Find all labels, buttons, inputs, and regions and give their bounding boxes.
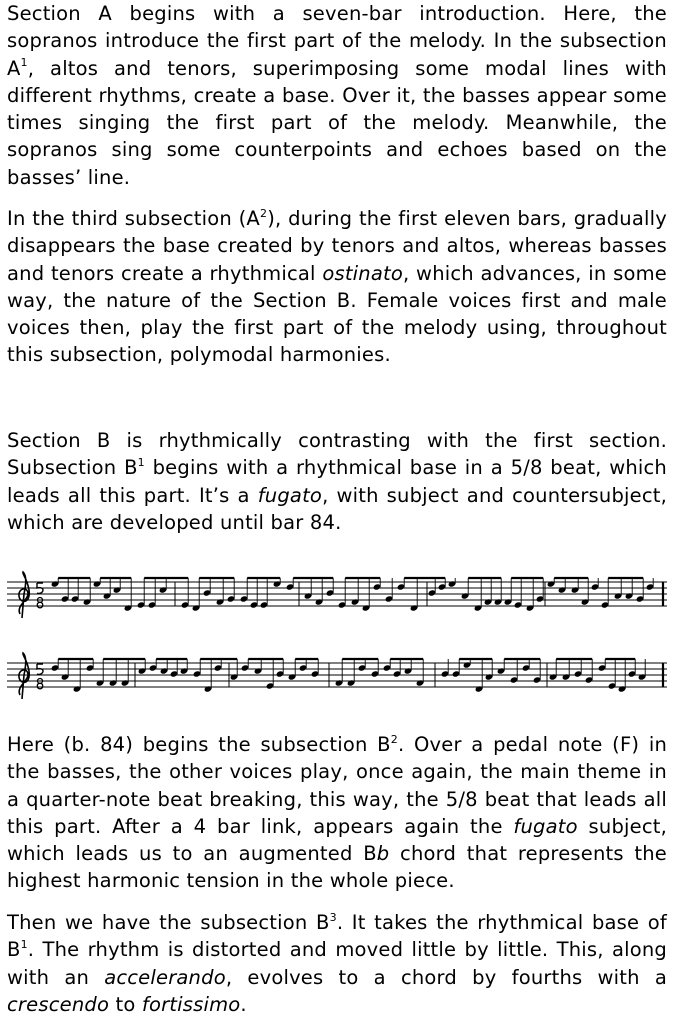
paragraph-third-subsection	[7, 205, 667, 369]
italic-term: crescendo	[7, 992, 110, 1016]
italic-term: fugato	[257, 483, 323, 507]
text-run: chord that represents the highest harmonic tension in the whole piece.	[7, 842, 668, 893]
text-run: Section B is rhythmically contrasting with the first section. Subsection B	[7, 429, 667, 480]
text-run: .	[240, 992, 247, 1016]
treble-clef-icon	[19, 653, 29, 699]
superscript: 3	[329, 910, 337, 924]
paragraph-subsection-b3	[7, 909, 667, 1018]
text-run: , altos and tenors, superimposing some modal lines with different rhythms, create a base. Over it, the basses appear some times singing the first part of the melody. Meanwhile, the sopranos sing some counterpoints and echoes based on the basses’ line.	[7, 56, 667, 189]
text-run: . It takes the rhythmical base of B	[7, 911, 667, 962]
text-run: In the third subsection (A	[7, 207, 260, 230]
paragraph-subsection-b2	[7, 731, 667, 895]
music-staff-countersubject	[7, 651, 667, 711]
time-signature-top	[37, 583, 43, 593]
italic-term: accelerando	[104, 965, 226, 989]
text-run: . Over a pedal note (F) in the basses, the other voices play, once again, the main theme in a quarter-note beat breaking, this way, the 5/8 beat that leads all this part. After a 4 bar link, appears again the	[7, 733, 667, 838]
superscript: 2	[259, 206, 268, 220]
superscript: 1	[137, 455, 145, 469]
text-run: . The rhythm is distorted and moved little by little. This, along with an	[7, 938, 667, 989]
text-run: to	[109, 992, 142, 1016]
text-run: Then we have the subsection B	[7, 911, 330, 934]
superscript: 1	[20, 937, 28, 951]
text-run: begins with a rhythmical base in a 5/8 beat, which leads all this part. It’s a	[7, 456, 667, 507]
treble-clef-icon	[19, 572, 29, 618]
superscript: 1	[20, 56, 28, 70]
paragraph-section-a	[7, 0, 667, 191]
paragraph-section-b	[7, 427, 667, 536]
time-signature-top	[37, 664, 43, 674]
text-run: Section A begins with a seven-bar introduction. Here, the sopranos introduce the first part of the melody. In the subsection A	[7, 2, 667, 80]
italic-term: fortissimo	[141, 992, 241, 1016]
italic-term: b	[376, 842, 390, 866]
text-run: ), during the first eleven bars, gradually disappears the base created by tenors and altos, whereas basses and tenors create a rhythmical	[7, 207, 667, 285]
text-run: , which advances, in some way, the nature of the Section B. Female voices first and male voices then, play the first part of the melody using, throughout this subsection, polymodal harmonies.	[7, 261, 667, 367]
italic-term: ostinato	[322, 261, 403, 285]
text-run: subject, which leads us to an augmented B	[7, 814, 668, 866]
text-run: , with subject and countersubject, which are developed until bar 84.	[7, 483, 668, 534]
text-run: , evolves to a chord by fourths with a	[225, 965, 667, 989]
superscript: 2	[390, 732, 398, 746]
music-staff-subject	[7, 570, 667, 630]
italic-term: fugato	[513, 814, 578, 838]
text-run: Here (b. 84) begins the subsection B	[7, 733, 391, 756]
